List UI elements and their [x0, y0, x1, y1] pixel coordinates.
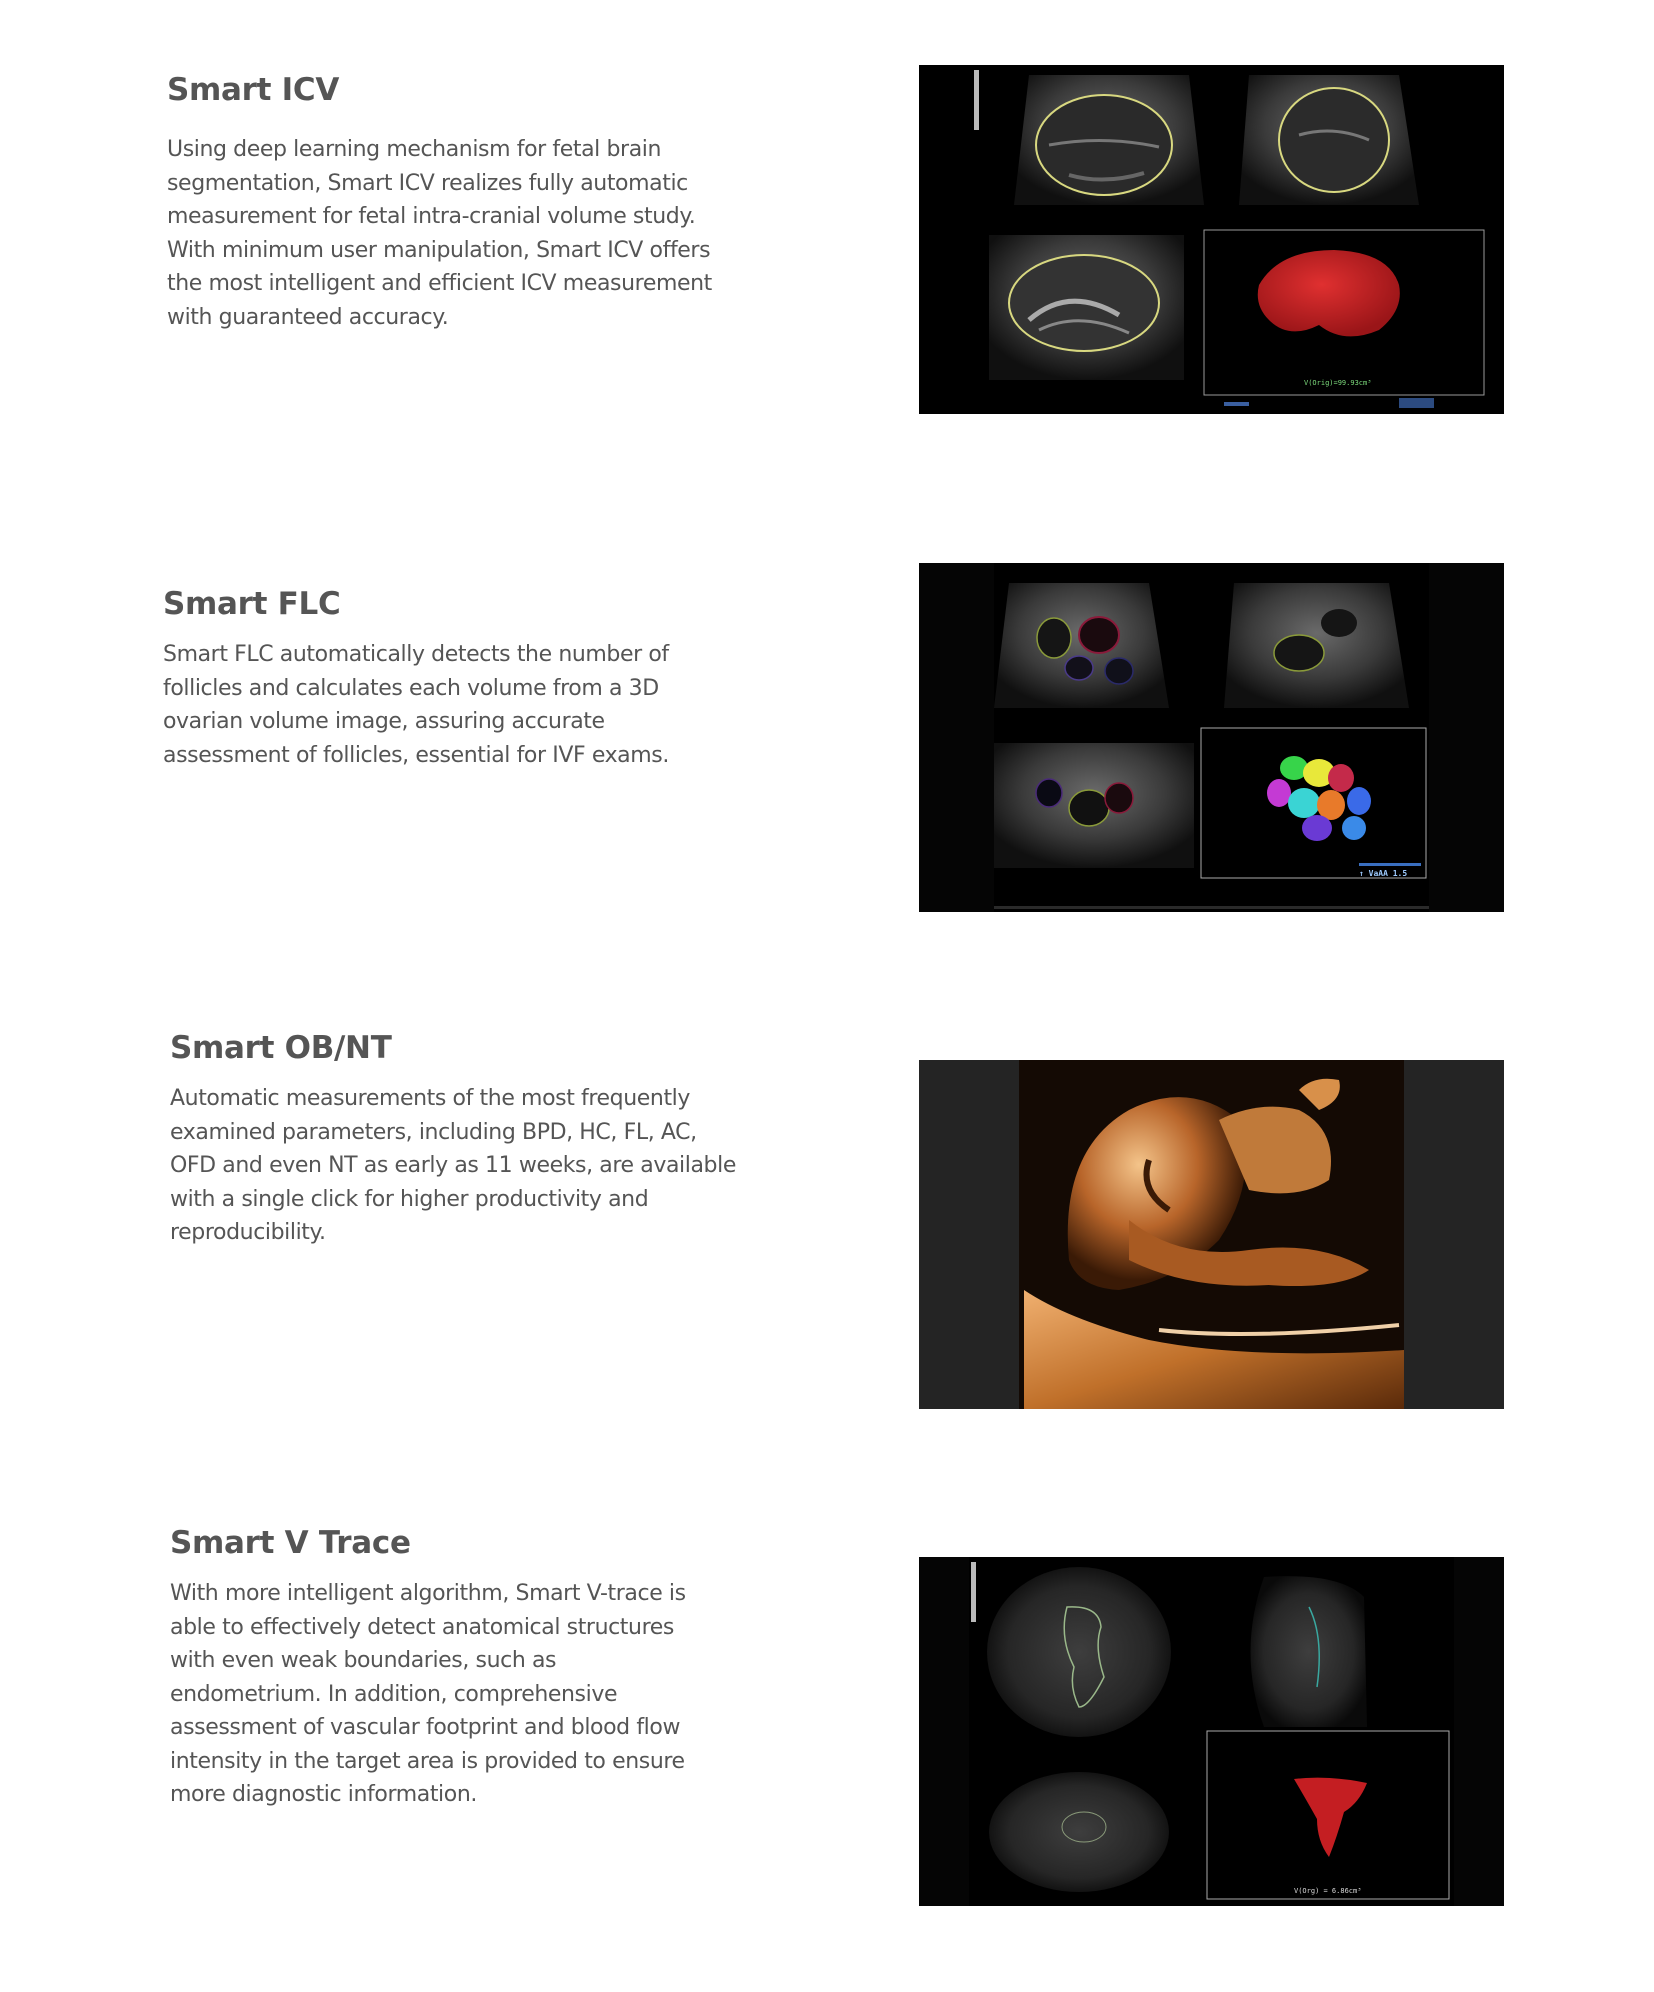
- smart-flc-caption: ↑ VaAA 1.5: [1359, 869, 1408, 878]
- smart-vtrace-image: [919, 1557, 1504, 1906]
- smart-obnt-description: Automatic measurements of the most frequently examined parameters, including BPD, HC, FL, AC, OFD and even NT as early as 11 weeks, are available with a single click for higher productivity and reproducibility.: [170, 1086, 736, 1245]
- smart-flc-image: [919, 563, 1504, 912]
- smart-obnt-title: Smart OB/NT: [170, 1030, 392, 1066]
- smart-icv-title: Smart ICV: [167, 72, 340, 108]
- smart-vtrace-title: Smart V Trace: [170, 1525, 411, 1561]
- smart-icv-description: Using deep learning mechanism for fetal brain segmentation, Smart ICV realizes fully automatic measurement for fetal intra-cranial volume study. With minimum user manipulation, Smart ICV offers the most intelligent and efficient ICV measurement with guaranteed accuracy.: [167, 137, 712, 330]
- smart-flc-description: Smart FLC automatically detects the number of follicles and calculates each volume from a 3D ovarian volume image, assuring accurate assessment of follicles, essential for IVF exams.: [163, 642, 669, 768]
- smart-icv-image: [919, 65, 1504, 414]
- smart-vtrace-description: With more intelligent algorithm, Smart V-trace is able to effectively detect anatomical structures with even weak boundaries, such as endometrium. In addition, comprehensive assessment of vascular footprint and blood flow intensity in the target area is provided to ensure more diagnostic information.: [170, 1581, 686, 1807]
- smart-flc-title: Smart FLC: [163, 586, 341, 622]
- smart-icv-volume-caption: V(Orig)=99.93cm³: [1304, 379, 1372, 387]
- smart-vtrace-volume-caption: V(Org) = 6.86cm³: [1294, 1887, 1362, 1895]
- smart-obnt-image: [919, 1060, 1504, 1409]
